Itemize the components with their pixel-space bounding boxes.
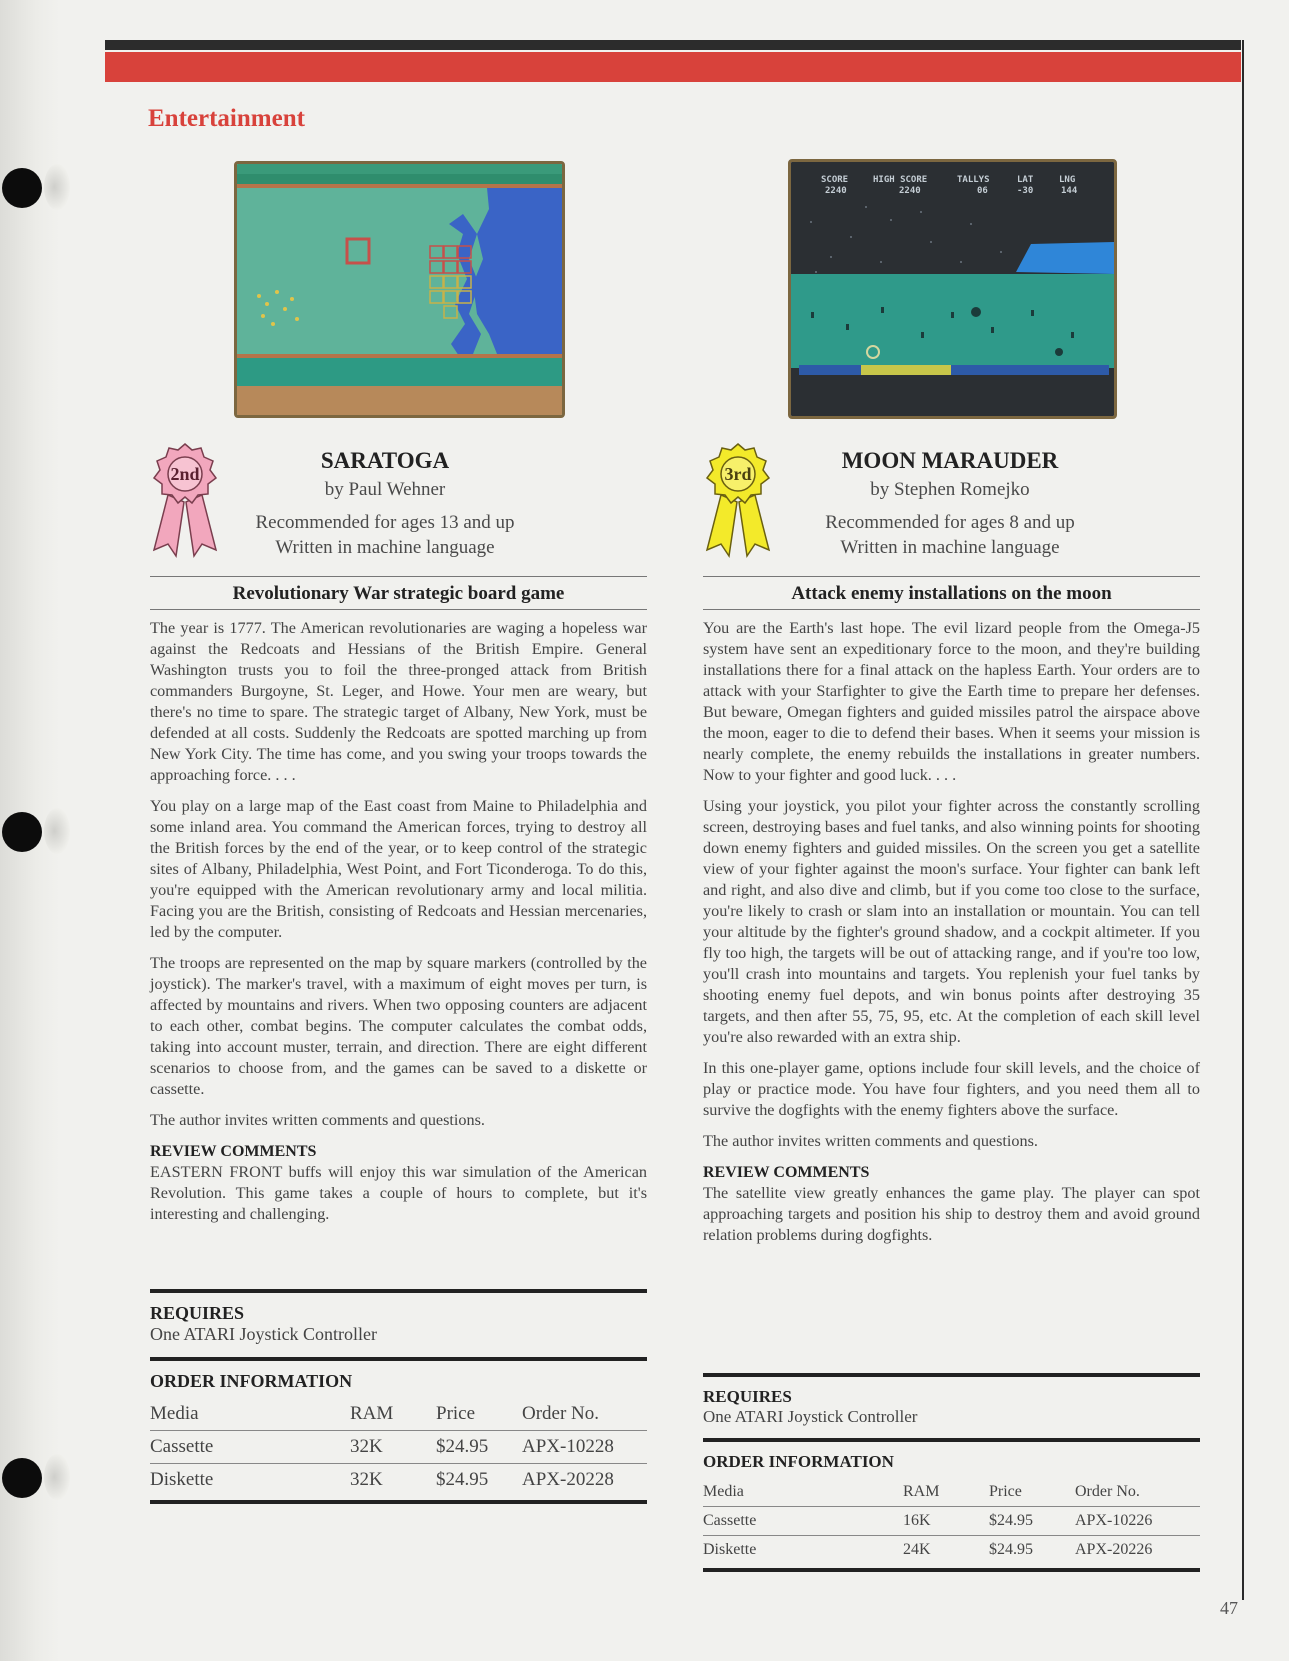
order-price: $24.95 bbox=[436, 1436, 489, 1457]
moon-marauder-title: MOON MARAUDER bbox=[841, 448, 1059, 473]
hud-tallys-label: TALLYS bbox=[957, 175, 990, 185]
hud-lat-value: -30 bbox=[1017, 186, 1034, 196]
order-ram: 24K bbox=[903, 1541, 931, 1558]
order-col-price: Price bbox=[436, 1403, 476, 1424]
right-margin-rule bbox=[1242, 40, 1244, 1600]
saratoga-paragraph-2: You play on a large map of the East coast from Maine to Philadelphia and some inland area. You command the American forces, trying to destroy all the British forces by the end of the year, or to keep control of the strategic sites of Albany, Philadelphia, West Point, and Fort Ticonderoga. To do this, you're equipped with the American revolutionary army and local militia. Facing you are the British, consisting of Redcoats and Hessian mercenaries, led by the computer. bbox=[150, 797, 647, 941]
hud-lat-label: LAT bbox=[1017, 175, 1034, 185]
moon-marauder-subhead: Attack enemy installations on the moon bbox=[703, 576, 1200, 610]
moon-marauder-description bbox=[703, 618, 1200, 1256]
moon-marauder-ages: Recommended for ages 8 and up bbox=[825, 512, 1075, 533]
order-row bbox=[703, 1507, 1200, 1536]
order-col-order-no: Order No. bbox=[522, 1403, 600, 1424]
order-media: Diskette bbox=[703, 1541, 757, 1558]
order-row bbox=[703, 1536, 1200, 1564]
order-col-price: Price bbox=[989, 1483, 1022, 1500]
hud-high-score-value: 2240 bbox=[899, 186, 921, 196]
order-col-ram: RAM bbox=[350, 1403, 394, 1424]
order-header-row bbox=[150, 1398, 647, 1431]
saratoga-requires-heading: REQUIRES bbox=[150, 1303, 245, 1323]
order-price: $24.95 bbox=[436, 1469, 489, 1490]
moon-marauder-paragraph-4: The author invites written comments and questions. bbox=[703, 1132, 1038, 1150]
order-col-order-no: Order No. bbox=[1075, 1483, 1140, 1500]
order-number: APX-20226 bbox=[1075, 1541, 1153, 1558]
order-header-row bbox=[703, 1478, 1200, 1507]
binder-hole-top bbox=[2, 168, 42, 208]
binder-hole-middle bbox=[2, 812, 42, 852]
hud-tallys-value: 06 bbox=[977, 186, 988, 196]
moon-marauder-author: by Stephen Romejko bbox=[870, 479, 1030, 500]
third-place-ribbon-icon bbox=[703, 440, 773, 560]
saratoga-paragraph-3: The troops are represented on the map by square markers (controlled by the joystick). The marker's travel, with a maximum of eight moves per turn, is affected by mountains and rivers. When two opposing counters are adjacent to each other, combat begins. The computer calculates the combat odds, taking into account muster, terrain, and direction. There are eight different scenarios to choose from, and the games can be saved to a diskette or cassette. bbox=[150, 954, 647, 1098]
moon-marauder-paragraph-2: Using your joystick, you pilot your fighter across the constantly scrolling screen, destroying bases and fuel tanks, and also winning points for shooting down enemy fighters and guided missiles. On the screen you get a satellite view of your fighter against the moon's surface. Your fighter can bank left and right, and also dive and climb, but if you come too close to the surface, you're likely to crash or slam into an installation or mountain. You can tell your altitude by the fighter's ground shadow, and a cockpit altimeter. If you fly too high, the targets will be out of attacking range, and if you're too low, you'll crash into mountains and targets. You replenish your fuel tanks by shooting enemy fuel depots, and win bonus points after destroying 35 targets, and then after 55, 75, 95, etc. At the completion of each skill level you're also rewarded with an extra ship. bbox=[703, 797, 1200, 1046]
order-number: APX-10226 bbox=[1075, 1512, 1153, 1529]
moon-marauder-game-image bbox=[791, 162, 1114, 416]
hud-lng-value: 144 bbox=[1061, 186, 1078, 196]
saratoga-paragraph-4: The author invites written comments and questions. bbox=[150, 1111, 485, 1129]
order-price: $24.95 bbox=[989, 1541, 1033, 1558]
moon-marauder-order-information bbox=[703, 1438, 1200, 1572]
saratoga-map-image bbox=[237, 164, 562, 415]
order-row bbox=[150, 1431, 647, 1464]
saratoga-requires-value: One ATARI Joystick Controller bbox=[150, 1324, 378, 1344]
order-col-ram: RAM bbox=[903, 1483, 940, 1500]
saratoga-order-information bbox=[150, 1357, 647, 1504]
saratoga-order-heading: ORDER INFORMATION bbox=[150, 1371, 353, 1391]
moon-marauder-paragraph-3: In this one-player game, options include four skill levels, and the choice of play or practice mode. You have four fighters, and you need them all to survive the dogfights with the enemy fighters above the surface. bbox=[703, 1059, 1200, 1119]
saratoga-paragraph-1: The year is 1777. The American revolutionaries are waging a hopeless war against the Redcoats and Hessians of the British Empire. General Washington trusts you to foil the three-pronged attack from British commanders Burgoyne, St. Leger, and Howe. Your men are weary, but there's no time to spare. The strategic target of Albany, New York, must be defended at all costs. Suddenly the Redcoats are spotted marching up from New York City. The time has come, and you swing your troops towards the approaching force. . . . bbox=[150, 619, 647, 784]
order-price: $24.95 bbox=[989, 1512, 1033, 1529]
order-number: APX-10228 bbox=[522, 1436, 614, 1457]
moon-marauder-requires-value: One ATARI Joystick Controller bbox=[703, 1407, 918, 1426]
hud-score-label: SCORE bbox=[821, 175, 849, 185]
header-rule bbox=[105, 40, 1241, 50]
second-place-ribbon-icon bbox=[150, 440, 220, 560]
saratoga-language: Written in machine language bbox=[275, 537, 495, 558]
saratoga-screenshot bbox=[234, 161, 565, 418]
order-number: APX-20228 bbox=[522, 1469, 614, 1490]
saratoga-author: by Paul Wehner bbox=[324, 479, 446, 500]
header-banner bbox=[105, 52, 1241, 82]
order-ram: 16K bbox=[903, 1512, 931, 1529]
saratoga-ages: Recommended for ages 13 and up bbox=[255, 512, 515, 533]
moon-marauder-review-heading: REVIEW COMMENTS bbox=[703, 1164, 870, 1181]
moon-marauder-requires bbox=[703, 1373, 1200, 1427]
hud-score-value: 2240 bbox=[825, 186, 847, 196]
order-row bbox=[150, 1464, 647, 1496]
moon-marauder-language: Written in machine language bbox=[840, 537, 1060, 558]
saratoga-title: SARATOGA bbox=[320, 448, 450, 473]
saratoga-description bbox=[150, 618, 647, 1235]
ribbon-label: 2nd bbox=[170, 464, 200, 484]
saratoga-review-heading: REVIEW COMMENTS bbox=[150, 1143, 317, 1160]
order-ram: 32K bbox=[350, 1469, 383, 1490]
page-number: 47 bbox=[1220, 1598, 1238, 1618]
moon-marauder-requires-heading: REQUIRES bbox=[703, 1387, 792, 1406]
moon-marauder-paragraph-1: You are the Earth's last hope. The evil lizard people from the Omega-J5 system have sent an expeditionary force to the moon, and they're building installations there for a final attack on the hapless Earth. Your orders are to attack with your Starfighter to give the Earth time to prepare her defenses. But beware, Omegan fighters and guided missiles patrol the airspace above the moon, eager to die to defend their bases. When it seems your mission is nearly complete, the enemy rebuilds the installations in greater numbers. Now to your fighter and good luck. . . . bbox=[703, 619, 1200, 784]
order-col-media: Media bbox=[703, 1483, 744, 1500]
saratoga-subhead: Revolutionary War strategic board game bbox=[150, 576, 647, 610]
saratoga-requires bbox=[150, 1289, 647, 1345]
saratoga-review-text: EASTERN FRONT buffs will enjoy this war simulation of the American Revolution. This game takes a couple of hours to complete, but it's interesting and challenging. bbox=[150, 1163, 647, 1223]
order-col-media: Media bbox=[150, 1403, 199, 1424]
order-media: Diskette bbox=[150, 1469, 214, 1490]
hud-lng-label: LNG bbox=[1059, 175, 1076, 185]
section-title: Entertainment bbox=[148, 105, 305, 132]
hud-high-score-label: HIGH SCORE bbox=[873, 175, 928, 185]
binder-hole-bottom bbox=[2, 1458, 42, 1498]
moon-marauder-order-heading: ORDER INFORMATION bbox=[703, 1452, 894, 1471]
moon-marauder-screenshot bbox=[788, 159, 1117, 419]
moon-marauder-review-text: The satellite view greatly enhances the game play. The player can spot approaching targets and position his ship to destroy them and avoid ground relation problems during dogfights. bbox=[703, 1184, 1200, 1244]
ribbon-label: 3rd bbox=[724, 464, 752, 484]
order-ram: 32K bbox=[350, 1436, 383, 1457]
order-media: Cassette bbox=[703, 1512, 757, 1529]
order-media: Cassette bbox=[150, 1436, 214, 1457]
